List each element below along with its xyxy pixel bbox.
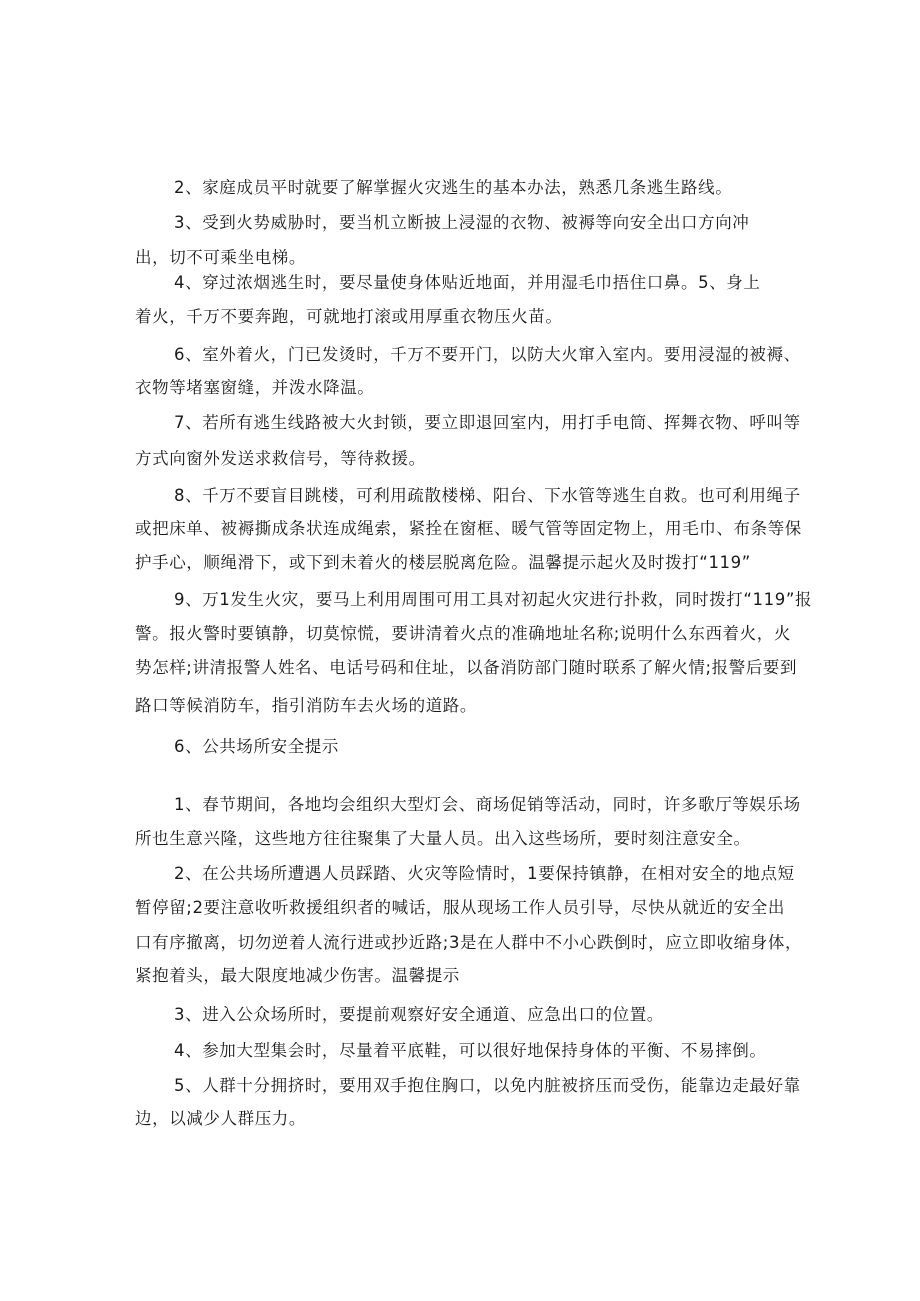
section-heading: 6、公共场所安全提示 [174,737,339,756]
paragraph-line: 方式向窗外发送求救信号，等待救援。 [135,449,426,468]
paragraph-line: 或把床单、被褥撕成条状连成绳索，紧拴在窗框、暖气管等固定物上，用毛巾、布条等保 [135,519,802,538]
paragraph-line: 路口等候消防车，指引消防车去火场的道路。 [135,696,477,715]
paragraph-line: 势怎样;讲清报警人姓名、电话号码和住址，以备消防部门随时联系了解火情;报警后要到 [135,658,798,677]
paragraph-line: 边，以减少人群压力。 [135,1109,306,1128]
paragraph-line: 所也生意兴隆，这些地方往往聚集了大量人员。出入这些场所，要时刻注意安全。 [135,829,751,848]
paragraph-line: 1、春节期间，各地均会组织大型灯会、商场促销等活动，同时，许多歌厅等娱乐场 [174,795,801,814]
paragraph-line: 6、室外着火，门已发烫时，千万不要开门，以防大火窜入室内。要用浸湿的被褥、 [174,345,801,364]
paragraph-line: 着火，千万不要奔跑，可就地打滚或用厚重衣物压火苗。 [135,307,563,326]
paragraph-line: 出，切不可乘坐电梯。 [135,248,306,267]
paragraph-line: 2、在公共场所遭遇人员踩踏、火灾等险情时，1要保持镇静，在相对安全的地点短 [174,864,795,883]
paragraph-line: 3、进入公众场所时，要提前观察好安全通道、应急出口的位置。 [174,1005,664,1024]
paragraph-line: 4、穿过浓烟逃生时，要尽量使身体贴近地面，并用湿毛巾捂住口鼻。5、身上 [174,273,761,292]
paragraph-line: 3、受到火势威胁时，要当机立断披上浸湿的衣物、被褥等向安全出口方向冲 [174,213,750,232]
paragraph-line: 2、家庭成员平时就要了解掌握火灾逃生的基本办法，熟悉几条逃生路线。 [174,178,733,197]
paragraph-line: 7、若所有逃生线路被大火封锁，要立即退回室内，用打手电筒、挥舞衣物、呼叫等 [174,413,801,432]
paragraph-line: 口有序撤离，切勿逆着人流行进或抄近路;3是在人群中不小心跌倒时，应立即收缩身体， [135,933,803,952]
paragraph-line: 警。报火警时要镇静，切莫惊慌，要讲清着火点的准确地址名称;说明什么东西着火，火 [135,624,791,643]
paragraph-line: 5、人群十分拥挤时，要用双手抱住胸口，以免内脏被挤压而受伤，能靠边走最好靠 [174,1076,801,1095]
paragraph-line: 护手心，顺绳滑下，或下到未着火的楼层脱离危险。温馨提示起火及时拨打“119” [135,553,751,572]
paragraph-line: 8、千万不要盲目跳楼，可利用疏散楼梯、阳台、下水管等逃生自救。也可利用绳子 [174,486,801,505]
paragraph-line: 暂停留;2要注意收听救援组织者的喊话，服从现场工作人员引导，尽快从就近的安全出 [135,898,785,917]
paragraph-line: 9、万1发生火灾，要马上利用周围可用工具对初起火灾进行扑救，同时拨打“119”报 [174,590,813,609]
paragraph-line: 紧抱着头，最大限度地减少伤害。温馨提示 [135,966,460,985]
paragraph-line: 衣物等堵塞窗缝，并泼水降温。 [135,378,375,397]
paragraph-line: 4、参加大型集会时，尽量着平底鞋，可以很好地保持身体的平衡、不易摔倒。 [174,1041,767,1060]
